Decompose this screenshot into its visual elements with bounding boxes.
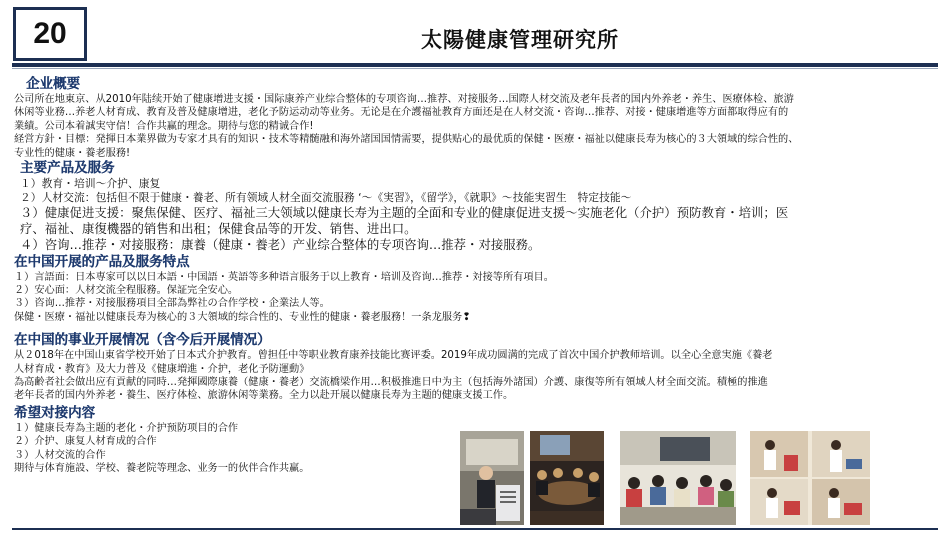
products-line: ４）咨询…推荐・对接服務：康養（健康・養老）产业综合整体的专项咨询…推荐・对接服務。 [20,237,541,253]
products-line: ２）人材交流：包括但不限于健康・養老、所有领域人材全面交流服務 ‘～《実習》，《留学》，《就职》～技能実習生 特定技能～ [20,191,632,205]
header-rule-thin [12,68,938,69]
overview-line: 专业性的健康・養老服務! [14,147,131,159]
overview-line: 休闲等业務…养老人材育成、教育及普及健康增进，老化予防运动动等业务。无论是在介護福祉教育方面还是在人材交流・咨询…推荐、对接・健康增進等方面都取得应有的 [14,107,789,119]
section-heading: 企业概要 [26,76,80,92]
china-business-line: 老年長者的国内外养老・養生、医疗体检、旅游休闲等業務。全力以赴开展以健康長寿为主题的健康支援工作。 [14,390,514,402]
footer-rule [12,528,938,530]
cooperation-line: 期待与体育施設、学校、養老院等理念、业务一的伙伴合作共赢。 [14,463,310,475]
china-business-line: 从２018年在中国山東省学校开始了日本式介护教育。曾担任中等职业教育康养技能比赛评委。2019年成功圆满的完成了首次中国介护教师培训。以全心全意実施《養老 [14,350,773,362]
overview-line: 公司所在地東京、从2010年陆续开始了健康增进支援・国际康养产业综合整体的专项咨询…推荐、对接服务…国際人材交流及老年長者的国内外养老・养生、医療体检、旅游 [14,94,794,105]
overview-line: 業績。公司本着誠実守信！合作共赢的理念。期待与您的精诚合作! [14,120,314,132]
section-heading: 在中国开展的产品及服务特点 [14,253,190,270]
cooperation-line: ３）人材交流的合作 [14,449,106,461]
section-overview [26,76,936,93]
section-china-products [14,254,936,325]
cooperation-line: ２）介护、康复人材育成的合作 [14,436,157,448]
products-line: 疗、福祉、康復機器的销售和出租；保健食品等的开发、销售、进出口。 [20,221,417,237]
cooperation-line: １）健康長寿為主题的老化・介护预防项目的合作 [14,422,239,434]
products-line: １）教育・培训～介护、康复 [20,177,161,191]
lecture-photo [460,431,524,525]
china-business-line: 人材育成・教育》及大力普及《健康増進・介护，老化予防運動》 [14,363,310,375]
section-heading: 在中国的事业开展情况（含今后开展情况） [14,332,271,349]
china-business-line: 為高齢者社会做出应有貢献的同時…発揮國際康養（健康・養老）交流橋梁作用…积极推進日中为主（包括海外諸国）介護、康復等所有領域人材全面交流。積極的推進 [14,377,768,389]
section-china-business [14,332,936,403]
section-products [20,160,936,254]
classroom-photo [620,431,736,525]
overview-line: 経営方針・目標：発揮日本業界做为专家才具有的知识・技术等精髄融和海外諸国国情需要，提供贴心的最优质的保健・医療・福祉以健康長寿为核心的３大領域的综合性的、 [14,134,799,146]
section-heading: 主要产品及服务 [20,160,115,177]
meeting-room-photo [530,431,604,525]
products-line: ３）健康促进支援：聚焦保健、医疗、福祉三大领域以健康长寿为主题的全面和专业的健康促进支援～实施老化（介护）预防教育・培训；医 [20,205,789,221]
section-heading: 希望对接内容 [14,404,95,421]
header-rule [12,63,938,67]
china-products-line: 保健・医療・福祉以健康長寿为核心的３大領域的综合性的、专业性的健康・養老服務！一条龙服务❢ [14,311,471,323]
content-area [14,76,936,476]
page-number: 20 [13,7,87,61]
china-products-line: ２）安心面：人材交流全程服務。保証完全安心。 [14,285,239,297]
china-products-line: １）言語面：日本専家可以以日本語・中国語・英語等多种语言服务于以上教育・培训及咨询…推荐・対接等所有項目。 [14,271,554,283]
china-products-line: ３）咨询…推荐・对接服務項目全部為弊社の合作学校・企業法人等。 [14,298,330,310]
photo-strip [460,431,870,525]
page-title: 太陽健康管理研究所 [421,28,619,52]
rehab-training-photo [750,431,870,525]
